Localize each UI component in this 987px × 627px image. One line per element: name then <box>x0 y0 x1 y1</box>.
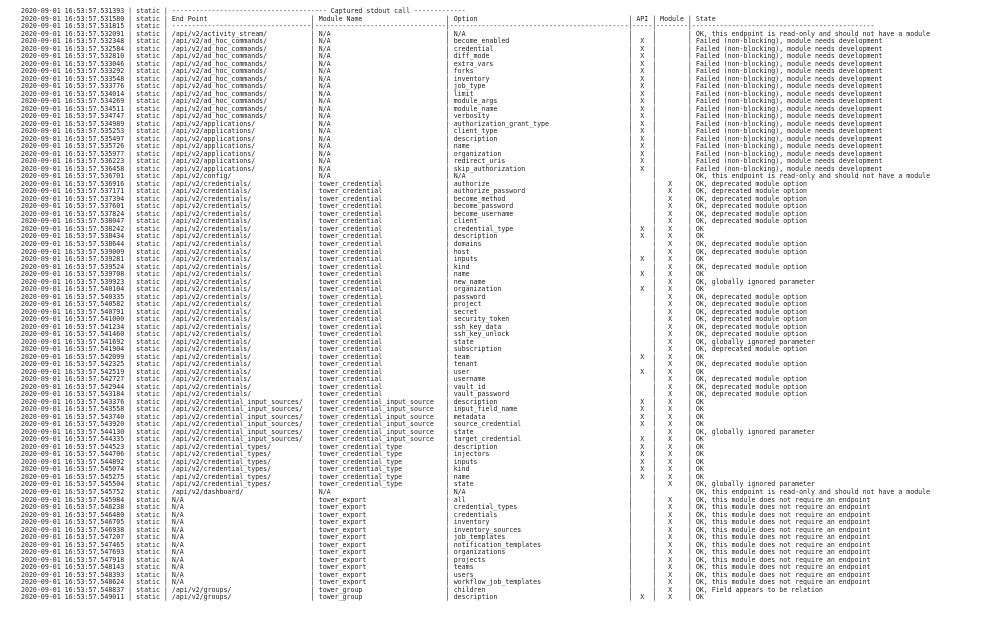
log-line: 2020-09-01 16:53:57.539009 | static | /api/v2/credentials/ | tower_credential | host | | X | OK, deprecated module option <box>21 247 808 256</box>
log-line: 2020-09-01 16:53:57.544706 | static | /api/v2/credential_types/ | tower_credential_type | injectors | X | X | OK <box>21 450 704 459</box>
log-line: 2020-09-01 16:53:57.531815 | static | -----------------------------------|---------------------------------|---------------------------------------------|-----|--------|---------------------------------------------- <box>21 22 875 31</box>
log-line: 2020-09-01 16:53:57.534747 | static | /api/v2/ad_hoc_commands/ | N/A | verbosity | X | | Failed (non-blocking), module needs development <box>21 112 883 121</box>
log-line: 2020-09-01 16:53:57.542519 | static | /api/v2/credentials/ | tower_credential | user | X | X | OK <box>21 367 704 376</box>
log-line: 2020-09-01 16:53:57.544892 | static | /api/v2/credential_types/ | tower_credential_type | inputs | X | X | OK <box>21 457 704 466</box>
log-line: 2020-09-01 16:53:57.541234 | static | /api/v2/credentials/ | tower_credential | ssh_key_data | | X | OK, deprecated module option <box>21 322 808 331</box>
log-line: 2020-09-01 16:53:57.533046 | static | /api/v2/ad_hoc_commands/ | N/A | extra_vars | X | | Failed (non-blocking), module needs development <box>21 59 883 68</box>
log-line: 2020-09-01 16:53:57.544335 | static | /api/v2/credential_input_sources/ | tower_credential_input_source | target_credential | X | X | OK <box>21 435 704 444</box>
log-line: 2020-09-01 16:53:57.547693 | static | N/A | tower_export | organizations | | X | OK, this module does not require an endpoint <box>21 548 871 557</box>
log-line: 2020-09-01 16:53:57.538242 | static | /api/v2/credentials/ | tower_credential | credential_type | X | X | OK <box>21 224 704 233</box>
log-line: 2020-09-01 16:53:57.546480 | static | N/A | tower_export | credentials | | X | OK, this module does not require an endpoint <box>21 510 871 519</box>
log-line: 2020-09-01 16:53:57.532810 | static | /api/v2/ad_hoc_commands/ | N/A | diff_mode | X | | Failed (non-blocking), module needs development <box>21 52 883 61</box>
log-line: 2020-09-01 16:53:57.543920 | static | /api/v2/credential_input_sources/ | tower_credential_input_source | source_credential | X | X | OK <box>21 420 704 429</box>
log-line: 2020-09-01 16:53:57.533292 | static | /api/v2/ad_hoc_commands/ | N/A | forks | X | | Failed (non-blocking), module needs development <box>21 67 883 76</box>
log-line: 2020-09-01 16:53:57.545984 | static | N/A | tower_export | all | | X | OK, this module does not require an endpoint <box>21 495 871 504</box>
log-line: 2020-09-01 16:53:57.543740 | static | /api/v2/credential_input_sources/ | tower_credential_input_source | metadata | X | X | OK <box>21 412 704 421</box>
log-line: 2020-09-01 16:53:57.534014 | static | /api/v2/ad_hoc_commands/ | N/A | limit | X | | Failed (non-blocking), module needs development <box>21 89 883 98</box>
log-line: 2020-09-01 16:53:57.537601 | static | /api/v2/credentials/ | tower_credential | become_password | | X | OK, deprecated module option <box>21 202 808 211</box>
log-line: 2020-09-01 16:53:57.541692 | static | /api/v2/credentials/ | tower_credential | state | | X | OK, globally ignored parameter <box>21 337 815 346</box>
log-line: 2020-09-01 16:53:57.546938 | static | N/A | tower_export | inventory_sources | | X | OK, this module does not require an endpoint <box>21 525 871 534</box>
log-line: 2020-09-01 16:53:57.538644 | static | /api/v2/credentials/ | tower_credential | domains | | X | OK, deprecated module option <box>21 239 808 248</box>
log-line: 2020-09-01 16:53:57.537171 | static | /api/v2/credentials/ | tower_credential | authorize_password | | X | OK, deprecated module option <box>21 187 808 196</box>
log-line: 2020-09-01 16:53:57.548393 | static | N/A | tower_export | users | | X | OK, this module does not require an endpoint <box>21 570 871 579</box>
log-line: 2020-09-01 16:53:57.545074 | static | /api/v2/credential_types/ | tower_credential_type | kind | X | X | OK <box>21 465 704 474</box>
log-line: 2020-09-01 16:53:57.538434 | static | /api/v2/credentials/ | tower_credential | description | X | X | OK <box>21 232 704 241</box>
log-line: 2020-09-01 16:53:57.542325 | static | /api/v2/credentials/ | tower_credential | tenant | | X | OK, deprecated module option <box>21 360 808 369</box>
log-line: 2020-09-01 16:53:57.540582 | static | /api/v2/credentials/ | tower_credential | project | | X | OK, deprecated module option <box>21 300 808 309</box>
log-line: 2020-09-01 16:53:57.547918 | static | N/A | tower_export | projects | | X | OK, this module does not require an endpoint <box>21 555 871 564</box>
log-line: 2020-09-01 16:53:57.538047 | static | /api/v2/credentials/ | tower_credential | client | | X | OK, deprecated module option <box>21 217 808 226</box>
log-line: 2020-09-01 16:53:57.548143 | static | N/A | tower_export | teams | | X | OK, this module does not require an endpoint <box>21 563 871 572</box>
log-line: 2020-09-01 16:53:57.533776 | static | /api/v2/ad_hoc_commands/ | N/A | job_type | X | | Failed (non-blocking), module needs development <box>21 82 883 91</box>
log-line: 2020-09-01 16:53:57.545504 | static | /api/v2/credential_types/ | tower_credential_type | state | | X | OK, globally ignored parameter <box>21 480 815 489</box>
log-line: 2020-09-01 16:53:57.542727 | static | /api/v2/credentials/ | tower_credential | username | | X | OK, deprecated module option <box>21 375 808 384</box>
log-line: 2020-09-01 16:53:57.536223 | static | /api/v2/applications/ | N/A | redirect_uris | X | | Failed (non-blocking), module needs development <box>21 157 883 166</box>
log-line: 2020-09-01 16:53:57.545275 | static | /api/v2/credential_types/ | tower_credential_type | name | X | X | OK <box>21 472 704 481</box>
log-line: 2020-09-01 16:53:57.539923 | static | /api/v2/credentials/ | tower_credential | new_name | | X | OK, globally ignored parameter <box>21 277 815 286</box>
log-line: 2020-09-01 16:53:57.535497 | static | /api/v2/applications/ | N/A | description | X | | Failed (non-blocking), module needs development <box>21 134 883 143</box>
log-line: 2020-09-01 16:53:57.537824 | static | /api/v2/credentials/ | tower_credential | become_username | | X | OK, deprecated module option <box>21 209 808 218</box>
log-line: 2020-09-01 16:53:57.543376 | static | /api/v2/credential_input_sources/ | tower_credential_input_source | description | X | X | OK <box>21 397 704 406</box>
log-line: 2020-09-01 16:53:57.541460 | static | /api/v2/credentials/ | tower_credential | ssh_key_unlock | | X | OK, deprecated module option <box>21 330 808 339</box>
log-line: 2020-09-01 16:53:57.535253 | static | /api/v2/applications/ | N/A | client_type | X | | Failed (non-blocking), module needs development <box>21 127 883 136</box>
log-line: 2020-09-01 16:53:57.542944 | static | /api/v2/credentials/ | tower_credential | vault_id | | X | OK, deprecated module option <box>21 382 808 391</box>
log-line: 2020-09-01 16:53:57.542099 | static | /api/v2/credentials/ | tower_credential | team | X | X | OK <box>21 352 704 361</box>
log-line: 2020-09-01 16:53:57.534989 | static | /api/v2/applications/ | N/A | authorization_grant_type | X | | Failed (non-blocking), module needs development <box>21 119 883 128</box>
log-line: 2020-09-01 16:53:57.548837 | static | /api/v2/groups/ | tower_group | children | | X | OK, Field appears to be relation <box>21 585 823 594</box>
log-line: 2020-09-01 16:53:57.546705 | static | N/A | tower_export | inventory | | X | OK, this module does not require an endpoint <box>21 518 871 527</box>
log-line: 2020-09-01 16:53:57.532091 | static | /api/v2/activity_stream/ | N/A | N/A | | | OK, this endpoint is read-only and should not have a module <box>21 29 931 38</box>
log-line: 2020-09-01 16:53:57.544523 | static | /api/v2/credential_types/ | tower_credential_type | description | X | X | OK <box>21 442 704 451</box>
log-line: 2020-09-01 16:53:57.532348 | static | /api/v2/ad_hoc_commands/ | N/A | become_enabled | X | | Failed (non-blocking), module needs development <box>21 37 883 46</box>
log-line: 2020-09-01 16:53:57.547465 | static | N/A | tower_export | notification_templates | | X | OK, this module does not require an endpoint <box>21 540 871 549</box>
log-line: 2020-09-01 16:53:57.539524 | static | /api/v2/credentials/ | tower_credential | kind | | X | OK, deprecated module option <box>21 262 808 271</box>
log-line: 2020-09-01 16:53:57.535977 | static | /api/v2/applications/ | N/A | organization | X | | Failed (non-blocking), module needs development <box>21 149 883 158</box>
log-line: 2020-09-01 16:53:57.535726 | static | /api/v2/applications/ | N/A | name | X | | Failed (non-blocking), module needs development <box>21 142 883 151</box>
log-line: 2020-09-01 16:53:57.539281 | static | /api/v2/credentials/ | tower_credential | inputs | X | X | OK <box>21 255 704 264</box>
log-line: 2020-09-01 16:53:57.540791 | static | /api/v2/credentials/ | tower_credential | secret | | X | OK, deprecated module option <box>21 307 808 316</box>
log-line: 2020-09-01 16:53:57.533548 | static | /api/v2/ad_hoc_commands/ | N/A | inventory | X | | Failed (non-blocking), module needs development <box>21 74 883 83</box>
log-line: 2020-09-01 16:53:57.537394 | static | /api/v2/credentials/ | tower_credential | become_method | | X | OK, deprecated module option <box>21 194 808 203</box>
log-line: 2020-09-01 16:53:57.540335 | static | /api/v2/credentials/ | tower_credential | password | | X | OK, deprecated module option <box>21 292 808 301</box>
log-line: 2020-09-01 16:53:57.534269 | static | /api/v2/ad_hoc_commands/ | N/A | module_args | X | | Failed (non-blocking), module needs development <box>21 97 883 106</box>
log-line: 2020-09-01 16:53:57.546238 | static | N/A | tower_export | credential_types | | X | OK, this module does not require an endpoint <box>21 503 871 512</box>
log-line: 2020-09-01 16:53:57.545752 | static | /api/v2/dashboard/ | N/A | N/A | | | OK, this endpoint is read-only and should not have a module <box>21 488 931 496</box>
log-line: 2020-09-01 16:53:57.548624 | static | N/A | tower_export | workflow_job_templates | | X | OK, this module does not require an endpoint <box>21 578 871 587</box>
log-line: 2020-09-01 16:53:57.534511 | static | /api/v2/ad_hoc_commands/ | N/A | module_name | X | | Failed (non-blocking), module needs development <box>21 104 883 113</box>
log-line: 2020-09-01 16:53:57.541904 | static | /api/v2/credentials/ | tower_credential | subscription | | X | OK, deprecated module option <box>21 345 808 354</box>
log-line: 2020-09-01 16:53:57.536458 | static | /api/v2/applications/ | N/A | skip_authorization | X | | Failed (non-blocking), module needs development <box>21 164 883 173</box>
log-line: 2020-09-01 16:53:57.532584 | static | /api/v2/ad_hoc_commands/ | N/A | credential | X | | Failed (non-blocking), module needs development <box>21 44 883 53</box>
log-line: 2020-09-01 16:53:57.549011 | static | /api/v2/groups/ | tower_group | description | X | X | OK <box>21 593 704 601</box>
log-line: 2020-09-01 16:53:57.547207 | static | N/A | tower_export | job_templates | | X | OK, this module does not require an endpoint <box>21 533 871 542</box>
log-line: 2020-09-01 16:53:57.540104 | static | /api/v2/credentials/ | tower_credential | organization | X | X | OK <box>21 285 704 294</box>
log-line: 2020-09-01 16:53:57.539708 | static | /api/v2/credentials/ | tower_credential | name | X | X | OK <box>21 270 704 279</box>
log-line: 2020-09-01 16:53:57.536916 | static | /api/v2/credentials/ | tower_credential | authorize | | X | OK, deprecated module option <box>21 179 808 188</box>
log-line: 2020-09-01 16:53:57.531393 | static | --------------------------------------- Captured stdout call ------------- <box>21 7 466 15</box>
log-line: 2020-09-01 16:53:57.531580 | static | End Point | Module Name | Option | API | Module | State <box>21 14 716 23</box>
log-line: 2020-09-01 16:53:57.541000 | static | /api/v2/credentials/ | tower_credential | security_token | | X | OK, deprecated module option <box>21 315 808 324</box>
log-line: 2020-09-01 16:53:57.543558 | static | /api/v2/credential_input_sources/ | tower_credential_input_source | input_field_name | X | X | OK <box>21 405 704 414</box>
log-line: 2020-09-01 16:53:57.536701 | static | /api/v2/config/ | N/A | N/A | | | OK, this endpoint is read-only and should not have a module <box>21 172 931 181</box>
log-line: 2020-09-01 16:53:57.544130 | static | /api/v2/credential_input_sources/ | tower_credential_input_source | state | | X | OK, globally ignored parameter <box>21 427 815 436</box>
log-line: 2020-09-01 16:53:57.543184 | static | /api/v2/credentials/ | tower_credential | vault_password | | X | OK, deprecated module option <box>21 390 808 399</box>
